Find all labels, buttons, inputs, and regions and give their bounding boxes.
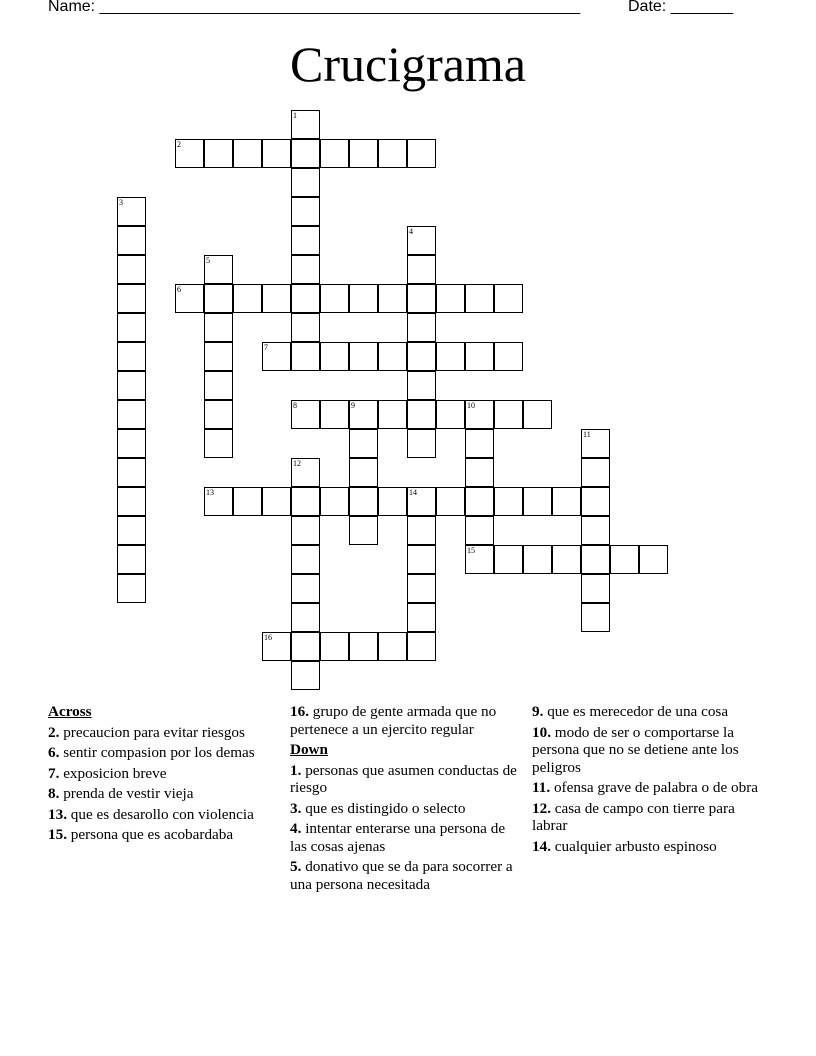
crossword-cell[interactable] — [407, 342, 436, 371]
crossword-cell[interactable] — [407, 603, 436, 632]
crossword-cell[interactable] — [349, 632, 378, 661]
crossword-cell[interactable] — [378, 284, 407, 313]
clue-item — [48, 744, 278, 762]
crossword-cell[interactable] — [291, 632, 320, 661]
crossword-cell[interactable] — [291, 516, 320, 545]
clue-number: 1 — [293, 111, 297, 120]
crossword-cell[interactable] — [117, 226, 146, 255]
crossword-cell[interactable] — [349, 400, 378, 429]
clue-number: 14 — [409, 488, 417, 497]
clue-item — [532, 838, 760, 856]
clue-item-text: personas que asumen conductas de riesgo — [290, 761, 517, 796]
clue-number: 7 — [264, 343, 268, 352]
clue-number: 9 — [351, 401, 355, 410]
crossword-cell[interactable] — [407, 487, 436, 516]
clue-item — [532, 724, 760, 777]
crossword-cell[interactable] — [262, 284, 291, 313]
crossword-cell[interactable] — [465, 342, 494, 371]
clue-item-number: 12. — [532, 799, 551, 817]
clue-item-text: grupo de gente armada que no pertenece a un ejercito regular — [290, 703, 497, 738]
clue-number: 4 — [409, 227, 413, 236]
crossword-cell[interactable] — [291, 197, 320, 226]
crossword-cell[interactable] — [320, 139, 349, 168]
clue-number: 10 — [467, 401, 475, 410]
clue-number: 15 — [467, 546, 475, 555]
date-label: Date: — [628, 0, 667, 15]
crossword-cell[interactable] — [378, 487, 407, 516]
clue-item — [290, 762, 520, 797]
clue-item-text: sentir compasion por los demas — [59, 744, 255, 761]
crossword-cell[interactable] — [204, 342, 233, 371]
crossword-cell[interactable] — [465, 284, 494, 313]
crossword-cell[interactable] — [436, 487, 465, 516]
crossword-cell[interactable] — [378, 139, 407, 168]
crossword-cell[interactable] — [291, 110, 320, 139]
clue-item-number: 7. — [48, 764, 60, 782]
across-clue-list — [48, 724, 278, 844]
crossword-cell[interactable] — [407, 516, 436, 545]
clue-item-number: 6. — [48, 744, 60, 761]
crossword-cell[interactable] — [610, 545, 639, 574]
crossword-cell[interactable] — [407, 226, 436, 255]
crossword-cell[interactable] — [117, 487, 146, 516]
crossword-cell[interactable] — [320, 487, 349, 516]
crossword-cell[interactable] — [291, 139, 320, 168]
clue-item-number: 10. — [532, 723, 551, 741]
crossword-cell[interactable] — [581, 458, 610, 487]
crossword-cell[interactable] — [204, 255, 233, 284]
crossword-cell[interactable] — [378, 342, 407, 371]
crossword-cell[interactable] — [581, 603, 610, 632]
clue-item — [48, 826, 278, 844]
crossword-cell[interactable] — [175, 284, 204, 313]
crossword-cell[interactable] — [407, 574, 436, 603]
crossword-cell[interactable] — [494, 342, 523, 371]
crossword-cell[interactable] — [465, 516, 494, 545]
across-heading: Across — [48, 703, 92, 720]
crossword-cell[interactable] — [320, 342, 349, 371]
crossword-cell[interactable] — [204, 313, 233, 342]
crossword-cell[interactable] — [320, 284, 349, 313]
clue-item-number: 11. — [532, 779, 551, 796]
crossword-cell[interactable] — [233, 487, 262, 516]
crossword-cell[interactable] — [117, 574, 146, 603]
crossword-cell[interactable] — [262, 487, 291, 516]
crossword-cell[interactable] — [523, 400, 552, 429]
worksheet-header — [48, 0, 733, 16]
crossword-cell[interactable] — [407, 632, 436, 661]
crossword-cell[interactable] — [320, 400, 349, 429]
clue-item-text: intentar enterarse una persona de las cosas ajenas — [290, 820, 506, 855]
crossword-cell[interactable] — [407, 313, 436, 342]
clue-item — [290, 820, 520, 855]
crossword-cell[interactable] — [436, 400, 465, 429]
clue-item-text: modo de ser o comportarse la persona que no se detiene ante los peligros — [532, 723, 739, 776]
crossword-cell[interactable] — [204, 429, 233, 458]
clue-number: 5 — [206, 256, 210, 265]
clue-item-text: precaucion para evitar riesgos — [59, 723, 245, 741]
crossword-cell[interactable] — [407, 545, 436, 574]
crossword-cell[interactable] — [291, 400, 320, 429]
crossword-cell[interactable] — [349, 458, 378, 487]
clues-column-3 — [532, 703, 760, 858]
clue-item — [48, 765, 278, 783]
crossword-cell[interactable] — [465, 458, 494, 487]
crossword-cell[interactable] — [407, 429, 436, 458]
clue-item-number: 14. — [532, 837, 551, 855]
crossword-cell[interactable] — [581, 516, 610, 545]
page-title: Crucigrama — [289, 36, 526, 92]
crossword-cell[interactable] — [117, 429, 146, 458]
crossword-cell[interactable] — [262, 632, 291, 661]
crossword-cell[interactable] — [581, 487, 610, 516]
crossword-cell[interactable] — [291, 603, 320, 632]
crossword-cell[interactable] — [378, 400, 407, 429]
across-clue-list-continued — [290, 703, 520, 738]
crossword-cell[interactable] — [465, 429, 494, 458]
clue-item-text: casa de campo con tierre para labrar — [532, 799, 735, 834]
crossword-cell[interactable] — [117, 342, 146, 371]
crossword-cell[interactable] — [117, 197, 146, 226]
clue-item-text: persona que es acobardaba — [66, 826, 234, 843]
crossword-cell[interactable] — [639, 545, 668, 574]
crossword-cell[interactable] — [291, 226, 320, 255]
name-label: Name: — [48, 0, 96, 15]
crossword-cell[interactable] — [494, 284, 523, 313]
crossword-cell[interactable] — [407, 255, 436, 284]
crossword-cell[interactable] — [291, 313, 320, 342]
crossword-cell[interactable] — [291, 574, 320, 603]
crossword-cell[interactable] — [117, 400, 146, 429]
crossword-cell[interactable] — [262, 139, 291, 168]
clue-item-number: 8. — [48, 785, 60, 802]
crossword-cell[interactable] — [204, 139, 233, 168]
crossword-cell[interactable] — [291, 545, 320, 574]
clue-number: 6 — [177, 285, 181, 294]
crossword-cell[interactable] — [175, 139, 204, 168]
clue-number: 8 — [293, 401, 297, 410]
crossword-cell[interactable] — [581, 429, 610, 458]
crossword-cell[interactable] — [552, 487, 581, 516]
crossword-cell[interactable] — [378, 632, 407, 661]
crossword-cell[interactable] — [117, 284, 146, 313]
crossword-cell[interactable] — [291, 255, 320, 284]
clue-number: 2 — [177, 140, 181, 149]
crossword-cell[interactable] — [117, 313, 146, 342]
clue-item-number: 4. — [290, 820, 302, 837]
down-clue-list-continued — [532, 703, 760, 855]
crossword-cell[interactable] — [407, 139, 436, 168]
clues-column-1 — [48, 703, 278, 847]
clue-item-number: 15. — [48, 826, 67, 843]
crossword-cell[interactable] — [552, 545, 581, 574]
crossword-cell[interactable] — [233, 139, 262, 168]
clue-item-text: exposicion breve — [59, 764, 167, 782]
clue-number: 16 — [264, 633, 272, 642]
clue-number: 3 — [119, 198, 123, 207]
clue-item-text: prenda de vestir vieja — [59, 785, 194, 802]
crossword-cell[interactable] — [581, 545, 610, 574]
date-field — [628, 0, 733, 16]
clue-item-text: donativo que se da para socorrer a una persona necesitada — [290, 858, 513, 893]
clue-item-text: ofensa grave de palabra o de obra — [550, 779, 759, 796]
crossword-cell[interactable] — [204, 284, 233, 313]
crossword-cell[interactable] — [349, 342, 378, 371]
down-heading: Down — [290, 741, 328, 758]
crossword-cell[interactable] — [407, 400, 436, 429]
crossword-cell[interactable] — [494, 545, 523, 574]
clue-item-number: 13. — [48, 805, 67, 823]
crossword-cell[interactable] — [117, 371, 146, 400]
crossword-cell[interactable] — [117, 545, 146, 574]
clue-item-text: que es distingido o selecto — [301, 799, 466, 817]
down-clue-list — [290, 762, 520, 894]
crossword-cell[interactable] — [291, 661, 320, 690]
crossword-cell[interactable] — [523, 487, 552, 516]
crossword-cell[interactable] — [117, 516, 146, 545]
clue-item — [48, 785, 278, 803]
crossword-cell[interactable] — [204, 371, 233, 400]
clue-item-number: 3. — [290, 799, 302, 817]
clue-number: 12 — [293, 459, 301, 468]
crossword-cell[interactable] — [465, 487, 494, 516]
crossword-cell[interactable] — [465, 545, 494, 574]
clue-item-number: 16. — [290, 703, 309, 720]
crossword-cell[interactable] — [494, 400, 523, 429]
date-line[interactable]: _______ — [670, 0, 733, 15]
crossword-cell[interactable] — [291, 168, 320, 197]
clue-item-text: que es merecedor de una cosa — [543, 703, 729, 720]
crossword-cell[interactable] — [494, 487, 523, 516]
crossword-cell[interactable] — [117, 255, 146, 284]
crossword-cell[interactable] — [349, 429, 378, 458]
crossword-cell[interactable] — [204, 400, 233, 429]
crossword-cell[interactable] — [262, 342, 291, 371]
clue-item — [48, 724, 278, 742]
crossword-cell[interactable] — [465, 400, 494, 429]
clue-item-number: 1. — [290, 761, 302, 779]
crossword-cell[interactable] — [436, 342, 465, 371]
crossword-cell[interactable] — [349, 516, 378, 545]
clue-item — [290, 800, 520, 818]
crossword-cell[interactable] — [407, 284, 436, 313]
crossword-cell[interactable] — [291, 458, 320, 487]
clue-item-number: 5. — [290, 858, 302, 875]
clue-item-text: cualquier arbusto espinoso — [550, 837, 717, 855]
crossword-cell[interactable] — [204, 487, 233, 516]
clue-item — [532, 800, 760, 835]
crossword-cell[interactable] — [291, 487, 320, 516]
crossword-cell[interactable] — [349, 284, 378, 313]
clue-item-number: 2. — [48, 723, 60, 741]
clue-item — [532, 703, 760, 721]
clue-number: 11 — [583, 430, 591, 439]
crossword-cell[interactable] — [349, 139, 378, 168]
clue-item — [290, 858, 520, 893]
clue-item-number: 9. — [532, 703, 544, 720]
crossword-cell[interactable] — [407, 371, 436, 400]
clue-item — [48, 806, 278, 824]
crossword-cell[interactable] — [581, 574, 610, 603]
clue-number: 13 — [206, 488, 214, 497]
crossword-cell[interactable] — [291, 342, 320, 371]
clue-item — [290, 703, 520, 738]
crossword-cell[interactable] — [291, 284, 320, 313]
crossword-cell[interactable] — [320, 632, 349, 661]
clue-item — [532, 779, 760, 797]
crossword-cell[interactable] — [117, 458, 146, 487]
crossword-cell[interactable] — [233, 284, 262, 313]
crossword-cell[interactable] — [436, 284, 465, 313]
clue-item-text: que es desarollo con violencia — [66, 805, 254, 823]
crossword-cell[interactable] — [523, 545, 552, 574]
name-line[interactable]: ______________________________________________________ — [99, 0, 581, 15]
clues-column-2 — [290, 703, 520, 896]
crossword-cell[interactable] — [349, 487, 378, 516]
